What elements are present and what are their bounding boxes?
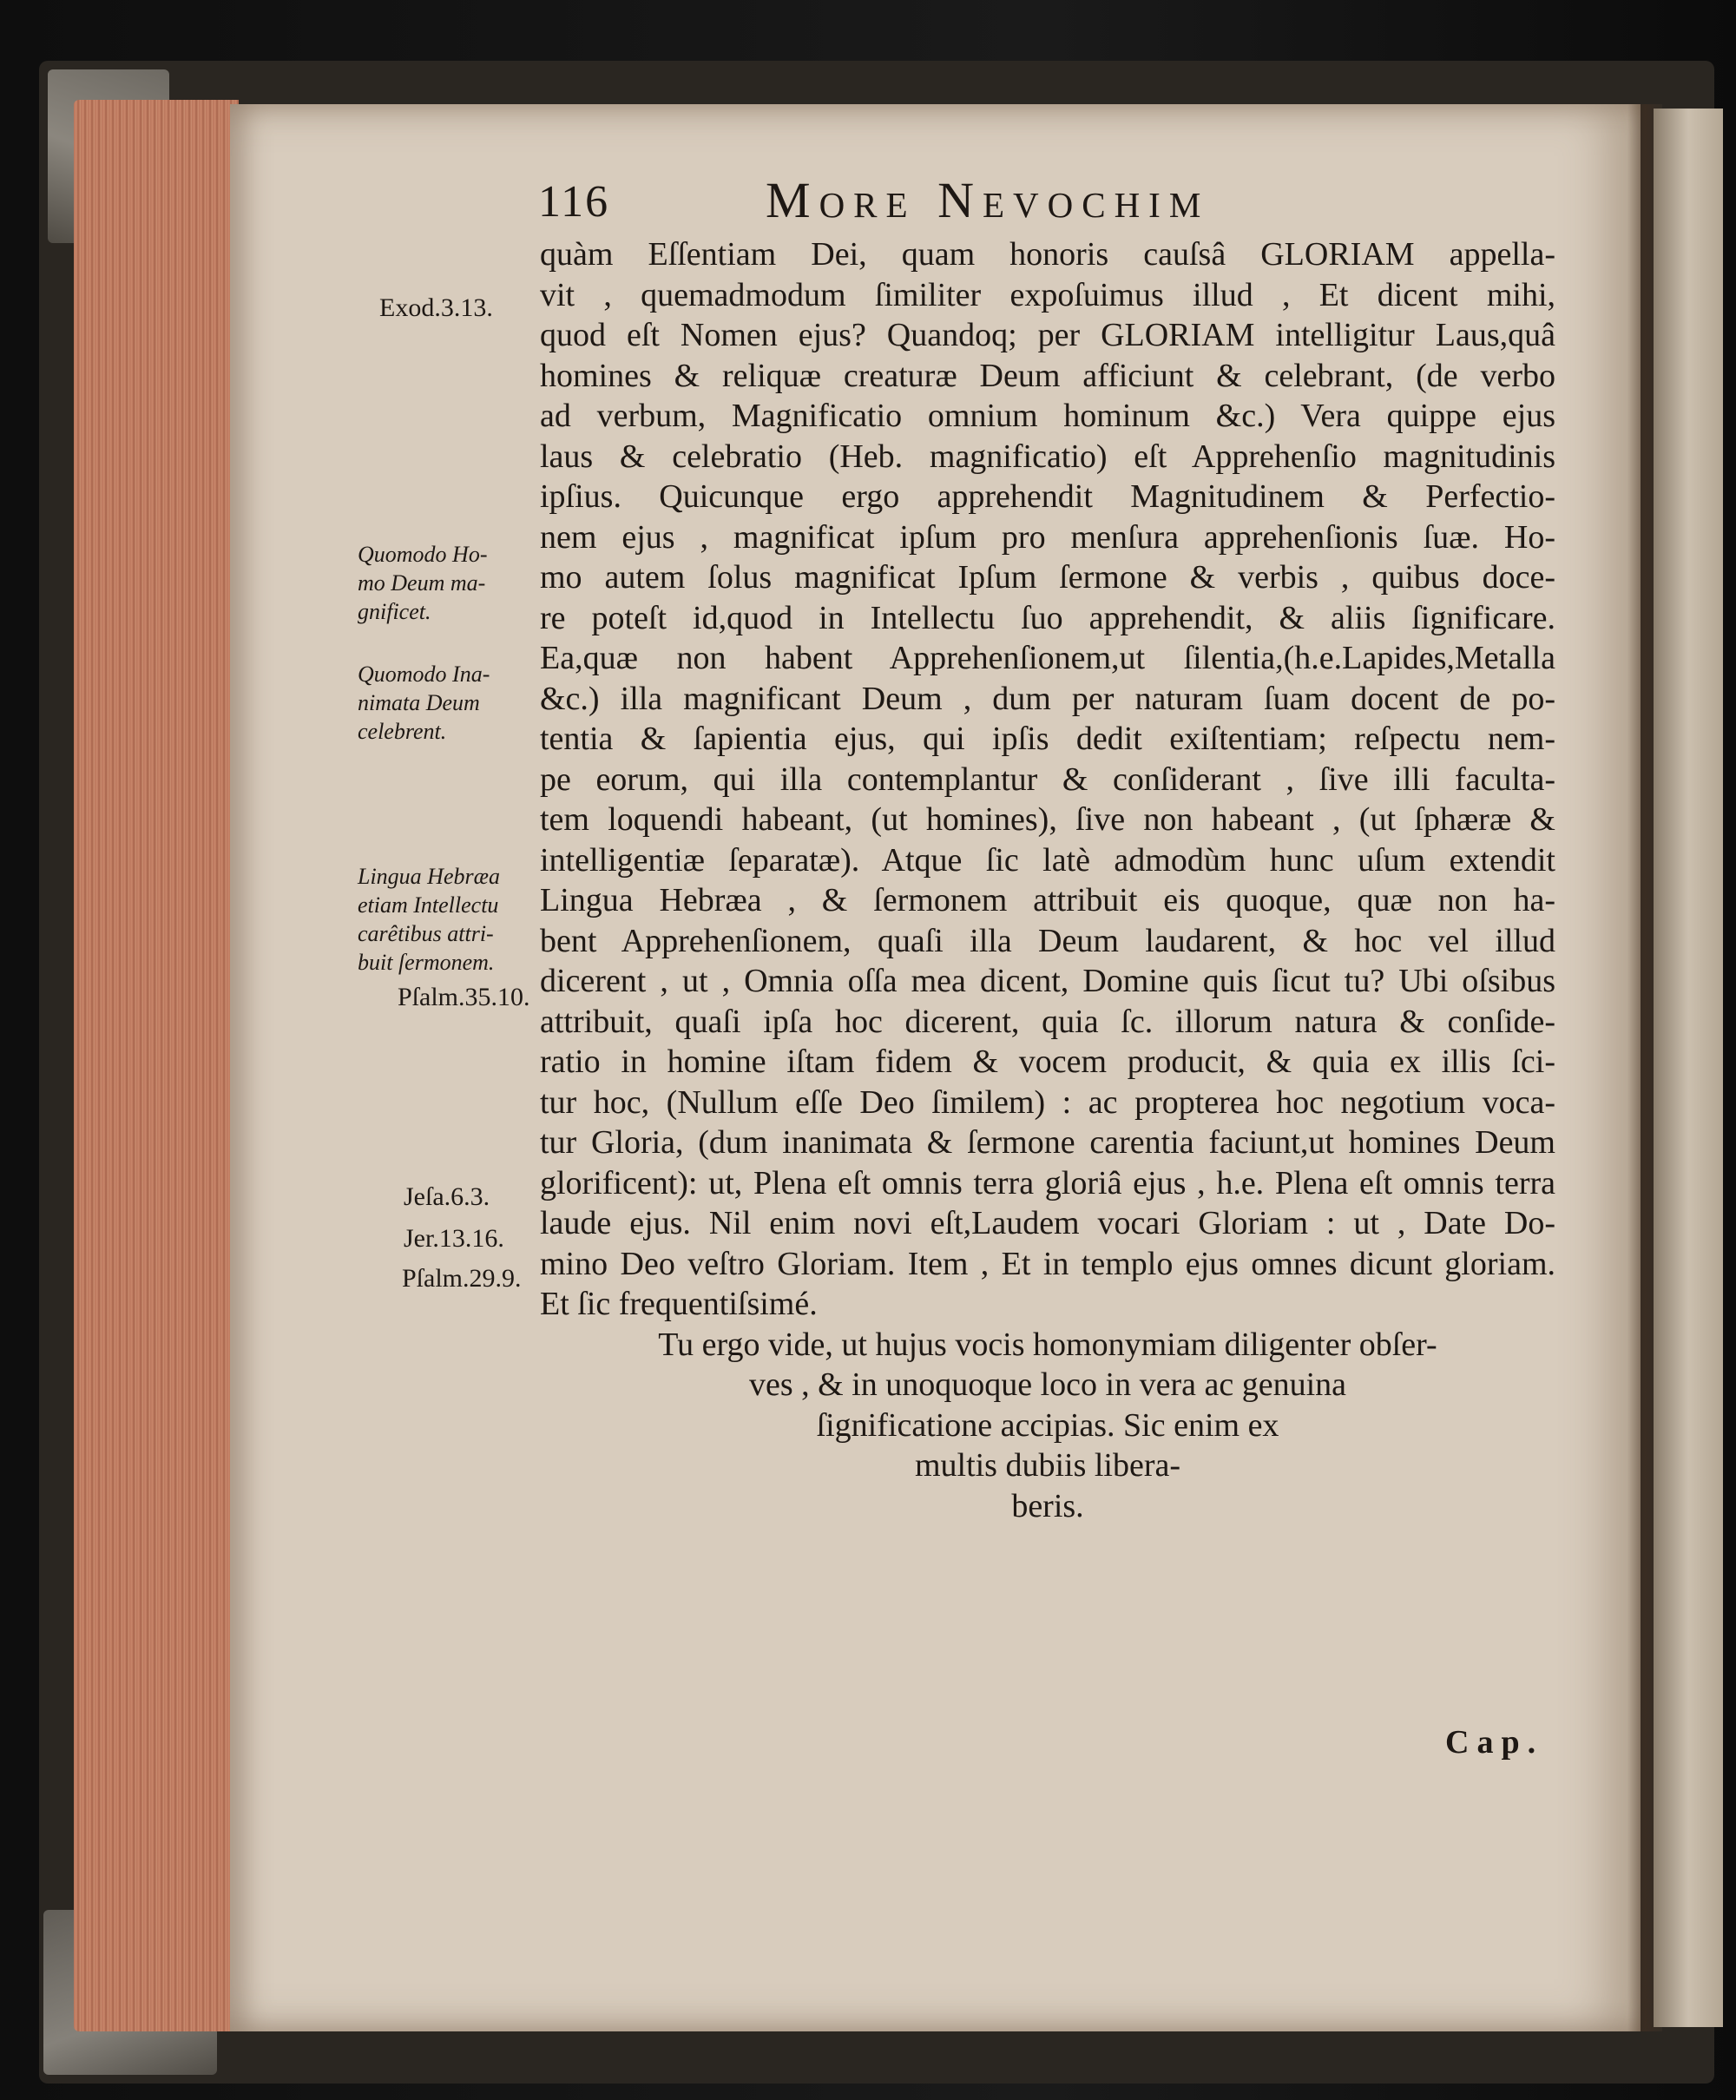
body-line: intelligentiæ ſeparatæ). Atque ſic latè admodùm hunc uſum extendit: [540, 841, 1555, 879]
body-line: ipſius. Quicunque ergo apprehendit Magnitudinem & Perfectio-: [540, 478, 1555, 515]
running-head: [538, 172, 1406, 237]
body-line: tur hoc, (Nullum eſſe Deo ſimilem) : ac propterea hoc negotium voca-: [540, 1083, 1555, 1121]
body-line: tem loquendi habeant, (ut homines), ſive non habeant , (ut ſphæræ &: [540, 801, 1555, 838]
page-fore-edges: [74, 100, 239, 2031]
body-line: attribuit, quaſi ipſa hoc dicerent, quia ſc. illorum natura & conſide-: [540, 1003, 1555, 1040]
page-number: 116: [538, 177, 610, 227]
margin-note-line: Lingua Hebræa: [358, 864, 500, 889]
body-line: mino Deo veſtro Gloriam. Item , Et in templo ejus omnes dicunt gloriam.: [540, 1245, 1555, 1282]
body-line: ad verbum, Magnificatio omnium hominum &c.) Vera quippe ejus: [540, 398, 1555, 434]
body-line: Lingua Hebræa , & ſermonem attribuit eis quoque, quæ non ha-: [540, 882, 1555, 918]
margin-note-line: Quomodo Ho-: [358, 542, 488, 567]
margin-note-line: gnificet.: [358, 599, 431, 624]
body-line: tur Gloria, (dum inanimata & ſermone carentia faciunt,ut homines Deum: [540, 1124, 1555, 1161]
margin-ref-jeremiah: Jer.13.16.: [404, 1224, 504, 1253]
closing-line: beris.: [1011, 1487, 1084, 1524]
body-line: quod eſt Nomen ejus? Quandoq; per GLORIAM intelligitur Laus,quâ: [540, 317, 1555, 353]
margin-note-line: buit ſermonem.: [358, 950, 495, 975]
running-title: More Nevochim: [766, 172, 1210, 228]
margin-ref-jesaia: Jeſa.6.3.: [404, 1182, 490, 1211]
margin-ref-psalm-29: Pſalm.29.9.: [402, 1264, 522, 1293]
margin-note-lingua: [358, 862, 540, 977]
margin-note-inanimata: [358, 660, 536, 746]
closing-line: ves , & in unoquoque loco in vera ac genuina: [748, 1366, 1347, 1403]
body-line: dicerent , ut , Omnia oſſa mea dicent, Domine quis ſicut tu? Ubi oſsibus: [540, 963, 1555, 999]
body-line: ratio in homine iſtam fidem & vocem producit, & quia ex illis ſci-: [540, 1043, 1555, 1080]
margin-note-line: Quomodo Ina-: [358, 662, 490, 687]
body-line: Et ſic frequentiſsimé.: [540, 1286, 818, 1322]
margin-ref-psalm-35: Pſalm.35.10.: [398, 983, 530, 1011]
body-line: homines & reliquæ creaturæ Deum afficiunt & celebrant, (de verbo: [540, 357, 1555, 394]
body-line: nem ejus , magnificat ipſum pro menſura apprehenſionis ſuæ. Ho-: [540, 518, 1555, 556]
closing-line: Tu ergo vide, ut hujus vocis homonymiam diligenter obſer-: [658, 1326, 1437, 1363]
margin-ref-exodus: Exod.3.13.: [379, 293, 493, 322]
body-line: mo autem ſolus magnificat Ipſum ſermone & verbis , quibus doce-: [540, 559, 1555, 596]
body-line: bent Apprehenſionem, quaſi illa Deum laudarent, & hoc vel illud: [540, 922, 1555, 959]
body-line: re poteſt id,quod in Intellectu ſuo apprehendit, & aliis ſignificare.: [540, 599, 1555, 636]
body-text: [540, 234, 1555, 1526]
margin-note-line: nimata Deum: [358, 690, 480, 715]
body-line: laude ejus. Nil enim novi eſt,Laudem vocari Gloriam : ut , Date Do-: [540, 1205, 1555, 1241]
body-line: &c.) illa magnificant Deum , dum per naturam ſuam docent de po-: [540, 680, 1555, 717]
margin-note-line: celebrent.: [358, 719, 447, 744]
facing-page-edge: [1654, 109, 1723, 2027]
body-line: tentia & ſapientia ejus, qui ipſis dedit exiſtentiam; reſpectu nem-: [540, 721, 1555, 757]
body-line: vit , quemadmodum ſimiliter expoſuimus illud , Et dicent mihi,: [540, 276, 1555, 313]
body-line: quàm Eſſentiam Dei, quam honoris cauſsâ GLORIAM appella-: [540, 236, 1555, 273]
body-line: laus & celebratio (Heb. magnificatio) eſt Apprehenſio magnitudinis: [540, 438, 1555, 475]
closing-line: multis dubiis libera-: [914, 1447, 1181, 1484]
catchword: Cap.: [1445, 1724, 1544, 1761]
closing-line: ſignificatione accipias. Sic enim ex: [816, 1406, 1279, 1444]
margin-note-line: mo Deum ma-: [358, 570, 486, 596]
body-line: Ea,quæ non habent Apprehenſionem,ut ſilentia,(h.e.Lapides,Metalla: [540, 640, 1555, 676]
body-line: pe eorum, qui illa contemplantur & conſiderant , ſive illi faculta-: [540, 760, 1555, 798]
margin-note-line: etiam Intellectu: [358, 892, 499, 918]
body-line: glorificent): ut, Plena eſt omnis terra gloriâ ejus , h.e. Plena eſt omnis terra: [540, 1164, 1555, 1201]
margin-note-line: carêtibus attri-: [358, 921, 494, 946]
margin-note-homo: [358, 540, 536, 626]
